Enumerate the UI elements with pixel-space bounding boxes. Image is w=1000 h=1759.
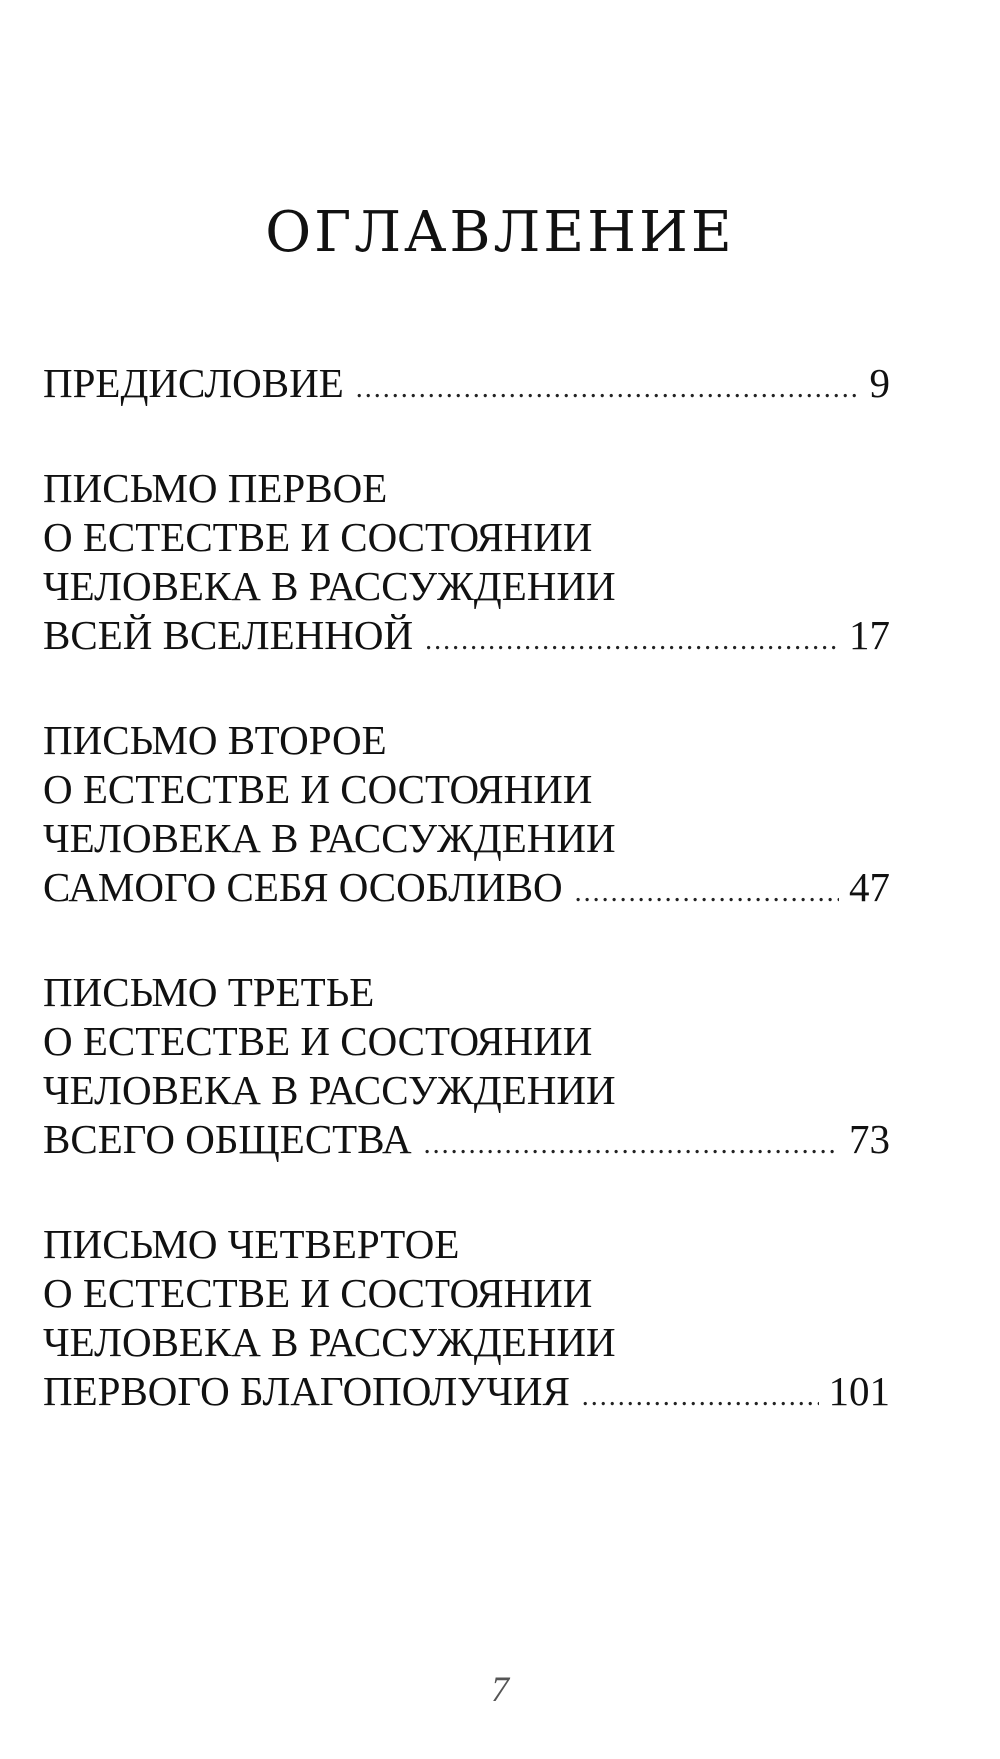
dot-leader	[425, 616, 839, 665]
toc-entry-subtitle-line: О ЕСТЕСТВЕ И СОСТОЯНИИ	[43, 514, 593, 560]
page-number-footer: 7	[491, 1669, 509, 1709]
toc-entry-letter-2[interactable]	[43, 716, 890, 917]
toc-entry-letter-1[interactable]	[43, 464, 890, 665]
toc-entry-subtitle-line: ЧЕЛОВЕКА В РАССУЖДЕНИИ	[43, 815, 616, 861]
toc-entry-preface[interactable]	[43, 359, 890, 413]
toc-entry-subtitle-line: ЧЕЛОВЕКА В РАССУЖДЕНИИ	[43, 563, 616, 609]
toc-page-number: 73	[849, 1116, 890, 1162]
dot-leader	[424, 1120, 839, 1169]
table-of-contents	[43, 359, 890, 1421]
toc-entry-subtitle-line: О ЕСТЕСТВЕ И СОСТОЯНИИ	[43, 766, 593, 812]
toc-entry-last-line	[43, 1115, 890, 1169]
toc-entry-letter-3[interactable]	[43, 968, 890, 1169]
toc-entry-title: ПИСЬМО ТРЕТЬЕ	[43, 969, 375, 1015]
toc-entry-subtitle-line: ВСЕЙ ВСЕЛЕННОЙ	[43, 612, 414, 658]
toc-entry-last-line	[43, 863, 890, 917]
toc-entry-last-line	[43, 611, 890, 665]
toc-entry-title: ПИСЬМО ПЕРВОЕ	[43, 465, 388, 511]
toc-entry-title: ПИСЬМО ЧЕТВЕРТОЕ	[43, 1221, 460, 1267]
toc-entry-subtitle-line: ВСЕГО ОБЩЕСТВА	[43, 1116, 412, 1162]
toc-entry-subtitle-line: ЧЕЛОВЕКА В РАССУЖДЕНИИ	[43, 1319, 616, 1365]
toc-entry-subtitle-line: САМОГО СЕБЯ ОСОБЛИВО	[43, 864, 563, 910]
page-title: ОГЛАВЛЕНИЕ	[265, 200, 735, 265]
toc-page-number: 47	[849, 864, 890, 910]
toc-entry-title: ПРЕДИСЛОВИЕ	[43, 360, 344, 406]
toc-entry-last-line	[43, 359, 890, 413]
dot-leader	[582, 1372, 819, 1421]
toc-entry-title: ПИСЬМО ВТОРОЕ	[43, 717, 387, 763]
dot-leader	[575, 868, 839, 917]
toc-page-number: 17	[849, 612, 890, 658]
toc-entry-subtitle-line: ЧЕЛОВЕКА В РАССУЖДЕНИИ	[43, 1067, 616, 1113]
toc-entry-letter-4[interactable]	[43, 1220, 890, 1421]
toc-entry-last-line	[43, 1367, 890, 1421]
toc-entry-subtitle-line: О ЕСТЕСТВЕ И СОСТОЯНИИ	[43, 1270, 593, 1316]
toc-page-number: 9	[869, 360, 890, 406]
dot-leader	[356, 364, 860, 413]
toc-entry-subtitle-line: О ЕСТЕСТВЕ И СОСТОЯНИИ	[43, 1018, 593, 1064]
toc-entry-subtitle-line: ПЕРВОГО БЛАГОПОЛУЧИЯ	[43, 1368, 570, 1414]
toc-page-number: 101	[828, 1368, 890, 1414]
